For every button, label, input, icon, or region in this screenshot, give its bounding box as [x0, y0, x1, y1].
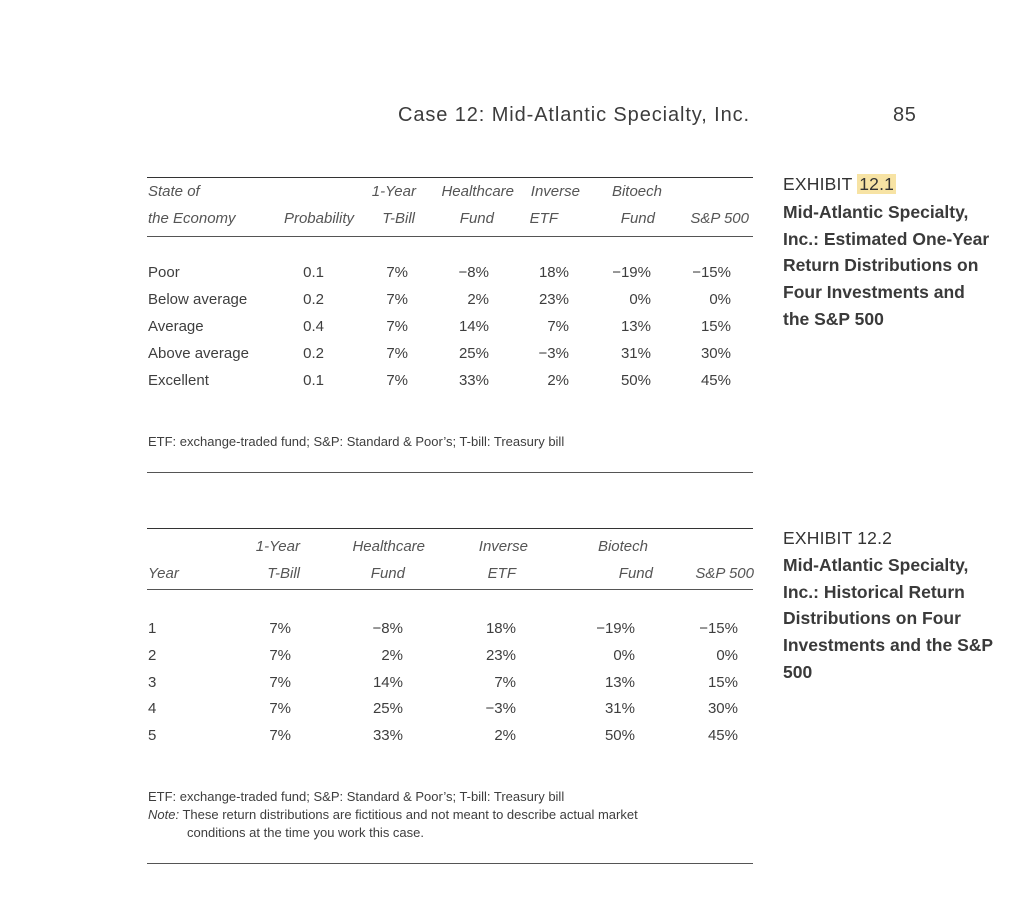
table-cell: 7% [386, 345, 408, 362]
col-header-healthcare-line2: Fund [459, 210, 494, 227]
exhibit-12-1-caption: Mid-Atlantic Specialty, Inc.: Estimated One-Year Return Distributions on Four Investments and the S&P 500 [783, 202, 990, 329]
table-row-label: Poor [148, 264, 180, 281]
table-cell: 13% [620, 318, 651, 335]
exhibit-12-2-label: EXHIBIT 12.2 [783, 528, 893, 548]
table-cell: −8% [458, 264, 489, 281]
table-cell: 45% [707, 727, 738, 744]
table-cell: 23% [485, 647, 516, 664]
table-cell: 0% [629, 291, 651, 308]
table-cell: 31% [620, 345, 651, 362]
col-header-tbill-line2: T-Bill [267, 565, 300, 582]
table-header-rule [147, 236, 753, 237]
table-footnote: ETF: exchange-traded fund; S&P: Standard & Poor’s; T-bill: Treasury bill [148, 789, 565, 804]
table-row-label: 2 [148, 647, 157, 664]
table-row-label: Below average [148, 291, 248, 308]
exhibit-12-2-caption: Mid-Atlantic Specialty, Inc.: Historical Return Distributions on Four Investments and the S&P 500 [783, 555, 993, 682]
table-footnote: ETF: exchange-traded fund; S&P: Standard & Poor’s; T-bill: Treasury bill [148, 434, 565, 449]
col-header-state-line1: State of [148, 183, 200, 200]
table-cell: 2% [547, 372, 569, 389]
table-row-label: 4 [148, 700, 157, 717]
table-cell: 7% [269, 700, 291, 717]
table-cell: 18% [485, 620, 516, 637]
table-top-rule [147, 528, 753, 529]
table-cell: 15% [707, 674, 738, 691]
col-header-biotech-line2: Fund [618, 565, 653, 582]
col-header-inverse-line2: ETF [487, 565, 516, 582]
table-cell: 13% [604, 674, 635, 691]
table-cell: 0% [709, 291, 731, 308]
table-cell: 14% [372, 674, 403, 691]
table-row-label: Above average [148, 345, 249, 362]
table-cell: 33% [458, 372, 489, 389]
table-cell: −19% [612, 264, 651, 281]
col-header-healthcare-line2: Fund [370, 565, 405, 582]
table-cell: 7% [547, 318, 569, 335]
table-cell: 0.2 [303, 291, 324, 308]
col-header-sp500: S&P 500 [695, 565, 754, 582]
table-cell: 30% [700, 345, 731, 362]
page-number: 85 [893, 104, 917, 126]
col-header-inverse-line1: Inverse [478, 538, 528, 555]
table-cell: 33% [372, 727, 403, 744]
note-line-2: conditions at the time you work this case. [187, 825, 425, 840]
table-cell: 7% [386, 291, 408, 308]
table-row-label: 1 [148, 620, 157, 637]
table-cell: 45% [700, 372, 731, 389]
col-header-inverse-line2: ETF [529, 210, 558, 227]
table-cell: 15% [700, 318, 731, 335]
table-cell: −15% [699, 620, 738, 637]
table-row-label: Excellent [148, 372, 209, 389]
col-header-bitoech-line1: Bitoech [611, 183, 662, 200]
table-cell: 7% [269, 674, 291, 691]
table-cell: 31% [604, 700, 635, 717]
table-cell: 7% [269, 647, 291, 664]
table-bottom-rule [147, 863, 753, 864]
table-cell: 25% [372, 700, 403, 717]
table-note [148, 807, 638, 822]
table-cell: −3% [538, 345, 569, 362]
table-cell: 14% [458, 318, 489, 335]
table-cell: 2% [381, 647, 403, 664]
table-cell: −8% [372, 620, 403, 637]
table-cell: −15% [692, 264, 731, 281]
table-cell: 0.4 [303, 318, 324, 335]
table-cell: 0% [613, 647, 635, 664]
table-cell: 18% [538, 264, 569, 281]
col-header-tbill-line2: T-Bill [382, 210, 415, 227]
col-header-bitoech-line2: Fund [620, 210, 655, 227]
table-row-label: Average [148, 318, 204, 335]
table-cell: 0.2 [303, 345, 324, 362]
note-line-1: These return distributions are fictitious and not meant to describe actual market [182, 807, 638, 822]
col-header-tbill-line1: 1-Year [371, 183, 416, 200]
col-header-year: Year [148, 565, 179, 582]
table-cell: 7% [386, 264, 408, 281]
table-row-label: 5 [148, 727, 157, 744]
table-cell: 50% [604, 727, 635, 744]
exhibit-12-1-label [783, 174, 896, 195]
table-row-label: 3 [148, 674, 157, 691]
table-cell: 7% [269, 727, 291, 744]
page-header-title: Case 12: Mid-Atlantic Specialty, Inc. [398, 104, 750, 126]
table-header-rule [147, 589, 753, 590]
table-cell: 0% [716, 647, 738, 664]
col-header-sp500: S&P 500 [690, 210, 749, 227]
col-header-probability: Probability [283, 210, 354, 227]
col-header-healthcare-line1: Healthcare [441, 183, 514, 200]
table-cell: −3% [485, 700, 516, 717]
col-header-biotech-line1: Biotech [597, 538, 648, 555]
exhibit-number-highlight: 12.1 [859, 174, 895, 194]
table-cell: 50% [620, 372, 651, 389]
table-cell: −19% [596, 620, 635, 637]
table-cell: 25% [458, 345, 489, 362]
col-header-tbill-line1: 1-Year [255, 538, 300, 555]
col-header-state-line2: the Economy [148, 210, 236, 227]
table-cell: 2% [467, 291, 489, 308]
table-cell: 7% [494, 674, 516, 691]
exhibit-label-prefix: EXHIBIT [783, 174, 858, 194]
table-cell: 7% [386, 318, 408, 335]
table-cell: 7% [386, 372, 408, 389]
table-cell: 2% [494, 727, 516, 744]
table-cell: 7% [269, 620, 291, 637]
col-header-inverse-line1: Inverse [530, 183, 580, 200]
col-header-healthcare-line1: Healthcare [352, 538, 425, 555]
table-cell: 23% [538, 291, 569, 308]
note-label: Note: [148, 807, 180, 822]
table-cell: 0.1 [303, 372, 324, 389]
table-top-rule [147, 177, 753, 178]
table-cell: 0.1 [303, 264, 324, 281]
table-cell: 30% [707, 700, 738, 717]
table-bottom-rule [147, 472, 753, 473]
